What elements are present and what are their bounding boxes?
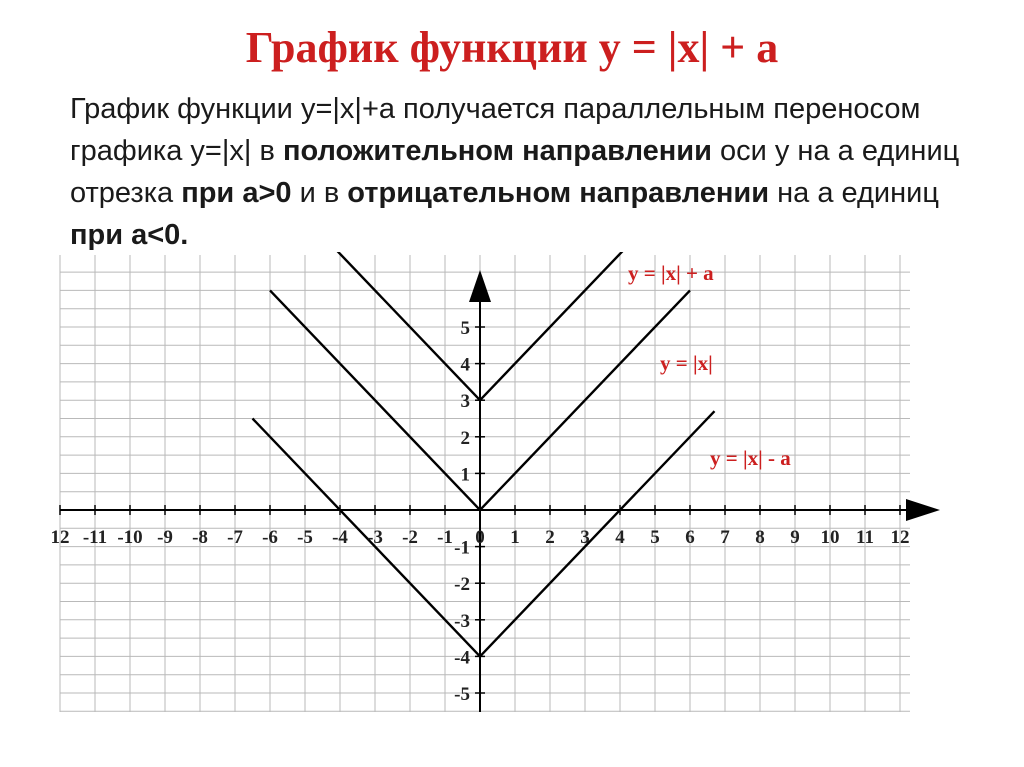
x-tick-label: 8 <box>755 527 765 548</box>
x-tick-label: 7 <box>720 527 730 548</box>
series-labels <box>628 261 791 470</box>
x-tick-label: -10 <box>117 527 143 548</box>
desc-part-4: на а единиц <box>769 177 939 209</box>
x-tick-label: 6 <box>685 527 695 548</box>
x-tick-label: -8 <box>192 527 208 548</box>
y-tick-label: 4 <box>460 354 470 376</box>
x-tick-label: 9 <box>790 527 800 548</box>
x-tick-label: -9 <box>157 527 173 548</box>
slide-title: График функции y = |x| + a <box>245 23 779 72</box>
y-tick-label: 2 <box>460 427 470 449</box>
x-tick-label: 12 <box>890 527 910 548</box>
series-label-0: y = |x| + a <box>628 261 714 285</box>
axes <box>60 270 940 712</box>
x-axis-arrow <box>906 499 940 521</box>
x-tick-label: -3 <box>367 527 383 548</box>
desc-bold-4: при а<0. <box>70 219 189 251</box>
x-tick-label: 5 <box>650 527 660 548</box>
desc-part-3: и в <box>291 177 348 209</box>
desc-bold-3: отрицательном направлении <box>347 177 770 209</box>
x-tick-label: 1 <box>510 527 520 548</box>
y-axis-arrow <box>469 270 491 302</box>
x-tick-label: -1 <box>437 527 453 548</box>
desc-part-2: оси у на а единиц отрезка <box>70 135 960 209</box>
x-tick-label: 3 <box>580 527 590 548</box>
series-label-2: y = |x| - a <box>710 446 791 470</box>
x-tick-label: -7 <box>227 527 243 548</box>
x-tick-label: 10 <box>820 527 840 548</box>
y-tick-label: -5 <box>454 684 470 705</box>
x-tick-label: -2 <box>402 527 418 548</box>
x-tick-label: -5 <box>297 527 313 548</box>
x-tick-label: 0 <box>475 527 485 548</box>
y-tick-label: -2 <box>454 574 470 596</box>
y-tick-label: -3 <box>454 610 470 632</box>
y-tick-label: 3 <box>460 391 470 413</box>
x-tick-label: 4 <box>615 527 625 548</box>
y-tick-label: -1 <box>454 537 470 559</box>
x-tick-label: 2 <box>545 527 555 548</box>
series-lines <box>218 122 747 656</box>
y-tick-label: -4 <box>454 647 470 669</box>
x-tick-label: -4 <box>332 527 348 548</box>
desc-part-1: График функции y=|x|+a получается параллельным переносом графика y=|x| в <box>70 93 921 167</box>
x-tick-label: 12 <box>50 527 70 548</box>
grid <box>60 255 910 712</box>
y-tick-label: 5 <box>460 318 470 339</box>
y-tick-label: 1 <box>460 464 470 486</box>
x-tick-label: 11 <box>856 527 874 548</box>
desc-bold-2: при а>0 <box>181 177 292 209</box>
x-tick-label: -6 <box>262 527 278 548</box>
x-tick-label: -11 <box>82 527 108 548</box>
desc-bold-1: положительном направлении <box>282 135 712 167</box>
series-label-1: y = |x| <box>660 351 713 375</box>
